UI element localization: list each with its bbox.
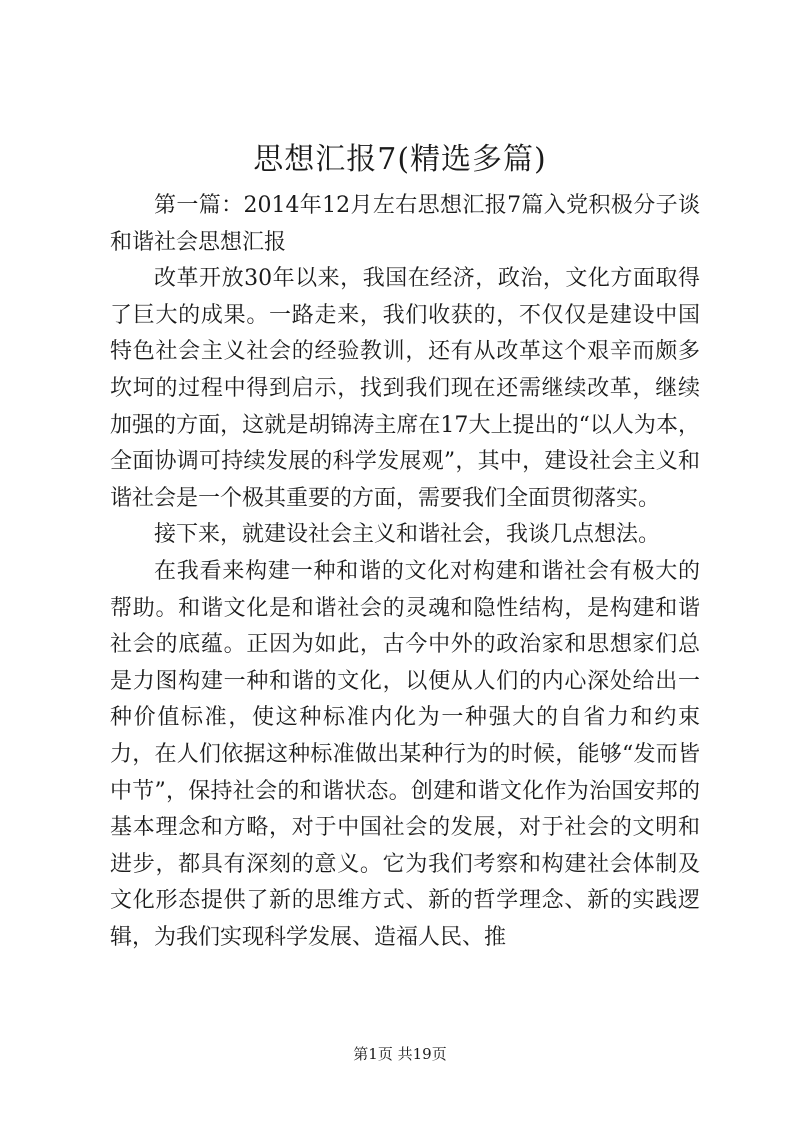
page-footer: 第1页 共19页	[353, 1045, 447, 1063]
paragraph: 改革开放30年以来，我国在经济，政治，文化方面取得了巨大的成果。一路走来，我们收获的，不仅仅是建设中国特色社会主义社会的经验教训，还有从改革这个艰辛而颇多坎坷的过程中得到启示，找到我们现在还需继续改革，继续加强的方面，这就是胡锦涛主席在17大上提出的“以人为本，全面协调可持续发展的科学发展观”，其中，建设社会主义和谐社会是一个极其重要的方面，需要我们全面贯彻落实。	[110, 266, 700, 511]
paragraph: 接下来，就建设社会主义和谐社会，我谈几点想法。	[154, 522, 661, 548]
document-title: 思想汇报7(精选多篇)	[253, 142, 547, 177]
paragraph-heading: 第一篇：2014年12月左右思想汇报7篇入党积极分子谈和谐社会思想汇报	[110, 193, 700, 255]
paragraph: 在我看来构建一种和谐的文化对构建和谐社会有极大的帮助。和谐文化是和谐社会的灵魂和隐性结构，是构建和谐社会的底蕴。正因为如此，古今中外的政治家和思想家们总是力图构建一种和谐的文化，以便从人们的内心深处给出一种价值标准，使这种标准内化为一种强大的自省力和约束力，在人们依据这种标准做出某种行为的时候，能够“发而皆中节”，保持社会的和谐状态。创建和谐文化作为治国安邦的基本理念和方略，对于中国社会的发展，对于社会的文明和进步，都具有深刻的意义。它为我们考察和构建社会体制及文化形态提供了新的思维方式、新的哲学理念、新的实践逻辑，为我们实现科学发展、造福人民、推	[110, 558, 700, 950]
document-body	[110, 188, 700, 956]
